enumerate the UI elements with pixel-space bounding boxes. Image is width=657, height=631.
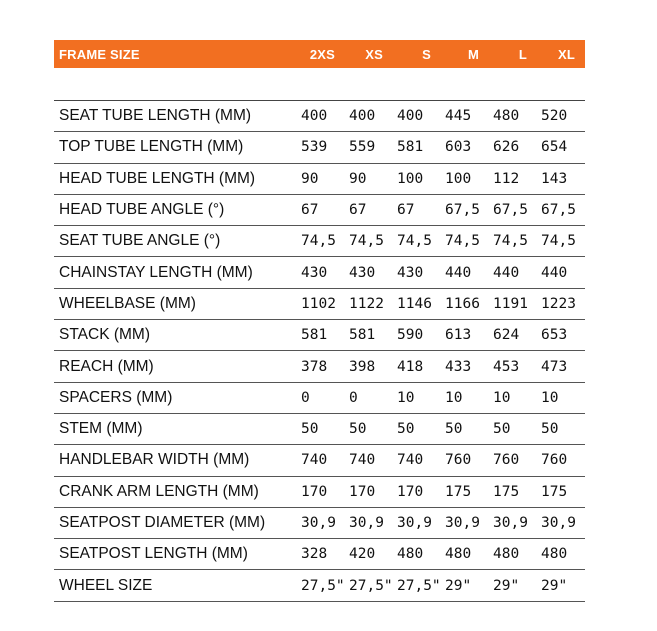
row-value: 50 <box>493 421 511 438</box>
row-value: 581 <box>301 327 328 344</box>
row-label: SPACERS (MM) <box>59 388 173 406</box>
row-value: 74,5 <box>349 233 384 250</box>
row-value: 400 <box>301 108 328 125</box>
size-m: M <box>467 46 479 62</box>
row-value: 143 <box>541 170 568 187</box>
row-value: 418 <box>397 358 424 375</box>
row-value: 480 <box>493 546 520 563</box>
table-row <box>54 195 585 226</box>
row-value: 27,5" <box>301 577 345 594</box>
row-value: 100 <box>445 170 472 187</box>
row-value: 740 <box>397 452 424 469</box>
table-header <box>54 40 585 68</box>
row-value: 430 <box>349 264 376 281</box>
size-2xs: 2XS <box>309 46 335 62</box>
size-l: L <box>518 46 527 62</box>
row-value: 50 <box>397 421 415 438</box>
row-value: 67 <box>301 202 319 219</box>
row-value: 0 <box>349 389 358 406</box>
row-value: 581 <box>397 139 424 156</box>
row-label: HEAD TUBE LENGTH (MM) <box>59 169 256 187</box>
row-value: 0 <box>301 389 310 406</box>
row-value: 740 <box>301 452 328 469</box>
row-value: 1166 <box>445 295 480 312</box>
row-value: 1122 <box>349 295 384 312</box>
row-value: 613 <box>445 327 472 344</box>
table-row <box>54 383 585 414</box>
row-value: 420 <box>349 546 376 563</box>
row-value: 112 <box>493 170 520 187</box>
row-value: 67,5 <box>445 202 480 219</box>
row-value: 90 <box>349 170 367 187</box>
row-value: 1191 <box>493 295 528 312</box>
row-label: CHAINSTAY LENGTH (MM) <box>59 263 253 281</box>
row-label: CRANK ARM LENGTH (MM) <box>59 482 259 500</box>
row-value: 440 <box>493 264 520 281</box>
table-row <box>54 570 585 601</box>
row-value: 74,5 <box>541 233 576 250</box>
row-value: 50 <box>349 421 367 438</box>
row-value: 581 <box>349 327 376 344</box>
table-row <box>54 539 585 570</box>
row-value: 1223 <box>541 295 576 312</box>
row-value: 50 <box>445 421 463 438</box>
row-value: 90 <box>301 170 319 187</box>
row-label: SEAT TUBE ANGLE (°) <box>59 232 221 250</box>
row-value: 30,9 <box>445 515 480 531</box>
row-value: 50 <box>541 421 559 438</box>
row-value: 1102 <box>301 295 336 312</box>
row-value: 175 <box>445 483 472 500</box>
table-body <box>54 101 585 602</box>
row-value: 328 <box>301 546 328 563</box>
row-value: 473 <box>541 358 568 375</box>
row-value: 67 <box>397 202 415 219</box>
row-value: 74,5 <box>493 233 528 250</box>
row-value: 27,5" <box>349 577 393 594</box>
row-value: 175 <box>493 483 520 500</box>
row-value: 1146 <box>397 295 432 312</box>
row-value: 480 <box>493 108 520 125</box>
row-value: 10 <box>397 389 415 406</box>
row-value: 67 <box>349 202 367 219</box>
geometry-table <box>54 40 585 602</box>
row-value: 654 <box>541 139 568 156</box>
row-value: 29" <box>445 577 472 594</box>
table-row <box>54 132 585 163</box>
row-value: 67,5 <box>541 202 576 219</box>
row-label: TOP TUBE LENGTH (MM) <box>59 138 244 156</box>
row-value: 559 <box>349 139 376 156</box>
row-value: 170 <box>301 483 328 500</box>
row-value: 440 <box>445 264 472 281</box>
row-label: REACH (MM) <box>59 357 154 375</box>
row-label: SEATPOST LENGTH (MM) <box>59 545 248 563</box>
row-value: 30,9 <box>493 515 528 531</box>
row-value: 378 <box>301 358 328 375</box>
table-row <box>54 508 585 539</box>
row-value: 74,5 <box>397 233 432 250</box>
row-value: 30,9 <box>541 515 576 531</box>
row-value: 10 <box>445 389 463 406</box>
row-value: 50 <box>301 421 319 438</box>
row-value: 74,5 <box>301 233 336 250</box>
row-value: 624 <box>493 327 520 344</box>
row-value: 100 <box>397 170 424 187</box>
table-row <box>54 257 585 288</box>
row-value: 760 <box>493 452 520 469</box>
row-value: 430 <box>397 264 424 281</box>
row-value: 603 <box>445 139 472 156</box>
row-value: 30,9 <box>301 515 336 531</box>
frame-size-label: FRAME SIZE <box>59 46 140 62</box>
row-value: 520 <box>541 108 568 125</box>
table-row <box>54 414 585 445</box>
table-row <box>54 101 585 132</box>
row-value: 539 <box>301 139 328 156</box>
row-value: 10 <box>493 389 511 406</box>
row-label: HEAD TUBE ANGLE (°) <box>59 201 225 219</box>
row-value: 29" <box>541 577 568 594</box>
row-value: 480 <box>397 546 424 563</box>
row-value: 760 <box>541 452 568 469</box>
row-value: 67,5 <box>493 202 528 219</box>
row-label: HANDLEBAR WIDTH (MM) <box>59 451 250 469</box>
size-xs: XS <box>365 46 383 62</box>
table-row <box>54 320 585 351</box>
row-value: 170 <box>349 483 376 500</box>
row-value: 30,9 <box>397 515 432 531</box>
header-spacer <box>54 68 585 101</box>
row-value: 480 <box>541 546 568 563</box>
row-value: 430 <box>301 264 328 281</box>
row-label: WHEELBASE (MM) <box>59 294 196 312</box>
row-label: STEM (MM) <box>59 420 143 438</box>
row-value: 590 <box>397 327 424 344</box>
table-row <box>54 289 585 320</box>
row-value: 653 <box>541 327 568 344</box>
row-label: SEAT TUBE LENGTH (MM) <box>59 107 252 125</box>
row-value: 29" <box>493 577 520 594</box>
row-value: 74,5 <box>445 233 480 250</box>
size-s: S <box>422 46 431 62</box>
size-xl: XL <box>557 46 575 62</box>
row-value: 10 <box>541 389 559 406</box>
row-value: 170 <box>397 483 424 500</box>
row-value: 453 <box>493 358 520 375</box>
row-label: SEATPOST DIAMETER (MM) <box>59 514 266 531</box>
row-value: 760 <box>445 452 472 469</box>
row-label: STACK (MM) <box>59 326 150 344</box>
row-value: 400 <box>397 108 424 125</box>
row-value: 175 <box>541 483 568 500</box>
table-row <box>54 226 585 257</box>
row-value: 400 <box>349 108 376 125</box>
row-value: 27,5" <box>397 577 441 594</box>
table-row <box>54 445 585 476</box>
row-value: 398 <box>349 358 376 375</box>
table-row <box>54 351 585 382</box>
row-value: 445 <box>445 108 472 125</box>
row-value: 626 <box>493 139 520 156</box>
row-value: 433 <box>445 358 472 375</box>
row-value: 30,9 <box>349 515 384 531</box>
row-value: 740 <box>349 452 376 469</box>
row-value: 440 <box>541 264 568 281</box>
row-label: WHEEL SIZE <box>59 576 153 594</box>
table-row <box>54 164 585 195</box>
table-row <box>54 477 585 508</box>
row-value: 480 <box>445 546 472 563</box>
